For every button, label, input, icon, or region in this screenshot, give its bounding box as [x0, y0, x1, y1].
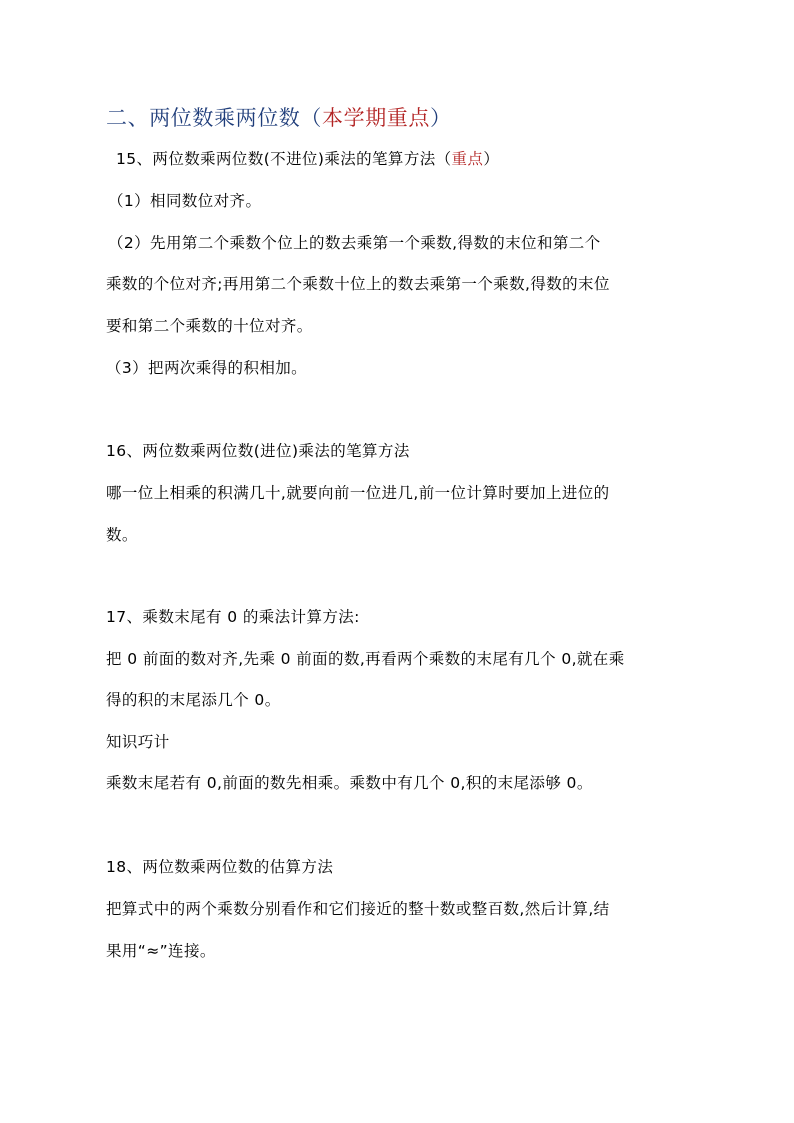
item15-step2-line3: 要和第二个乘数的十位对齐。 — [106, 317, 313, 335]
item15-title-prefix: 15、两位数乘两位数(不进位)乘法的笔算方法（ — [116, 150, 452, 168]
item16-text-line1: 哪一位上相乘的积满几十,就要向前一位进几,前一位计算时要加上进位的 — [106, 484, 610, 502]
item15-title-highlight: 重点 — [451, 150, 484, 168]
item15-title — [116, 148, 716, 170]
section-heading — [106, 104, 706, 132]
item17-text-line1: 把 0 前面的数对齐,先乘 0 前面的数,再看两个乘数的末尾有几个 0,就在乘 — [106, 650, 625, 668]
item16-text-line2: 数。 — [106, 526, 138, 544]
item18-text-line1: 把算式中的两个乘数分别看作和它们接近的整十数或整百数,然后计算,结 — [106, 900, 610, 918]
item18-title: 18、两位数乘两位数的估算方法 — [106, 858, 334, 876]
item15-step1: （1）相同数位对齐。 — [108, 192, 262, 210]
item17-text-line2: 得的积的末尾添几个 0。 — [106, 691, 281, 709]
section-heading-suffix: ） — [430, 106, 452, 130]
section-heading-highlight: 本学期重点 — [322, 106, 430, 130]
item15-step2-line2: 乘数的个位对齐;再用第二个乘数十位上的数去乘第一个乘数,得数的末位 — [106, 275, 610, 293]
item15-step3: （3）把两次乘得的积相加。 — [106, 359, 308, 377]
section-heading-prefix: 二、两位数乘两位数（ — [106, 106, 322, 130]
item17-tip-text: 乘数末尾若有 0,前面的数先相乘。乘数中有几个 0,积的末尾添够 0。 — [106, 774, 593, 792]
item18-text-line2: 果用“≈”连接。 — [106, 942, 216, 960]
item17-tip-title: 知识巧计 — [106, 733, 170, 751]
item17-title: 17、乘数末尾有 0 的乘法计算方法: — [106, 608, 360, 626]
item15-title-suffix: ） — [483, 150, 500, 168]
item16-title: 16、两位数乘两位数(进位)乘法的笔算方法 — [106, 442, 410, 460]
item15-step2-line1: （2）先用第二个乘数个位上的数去乘第一个乘数,得数的末位和第二个 — [108, 234, 601, 252]
